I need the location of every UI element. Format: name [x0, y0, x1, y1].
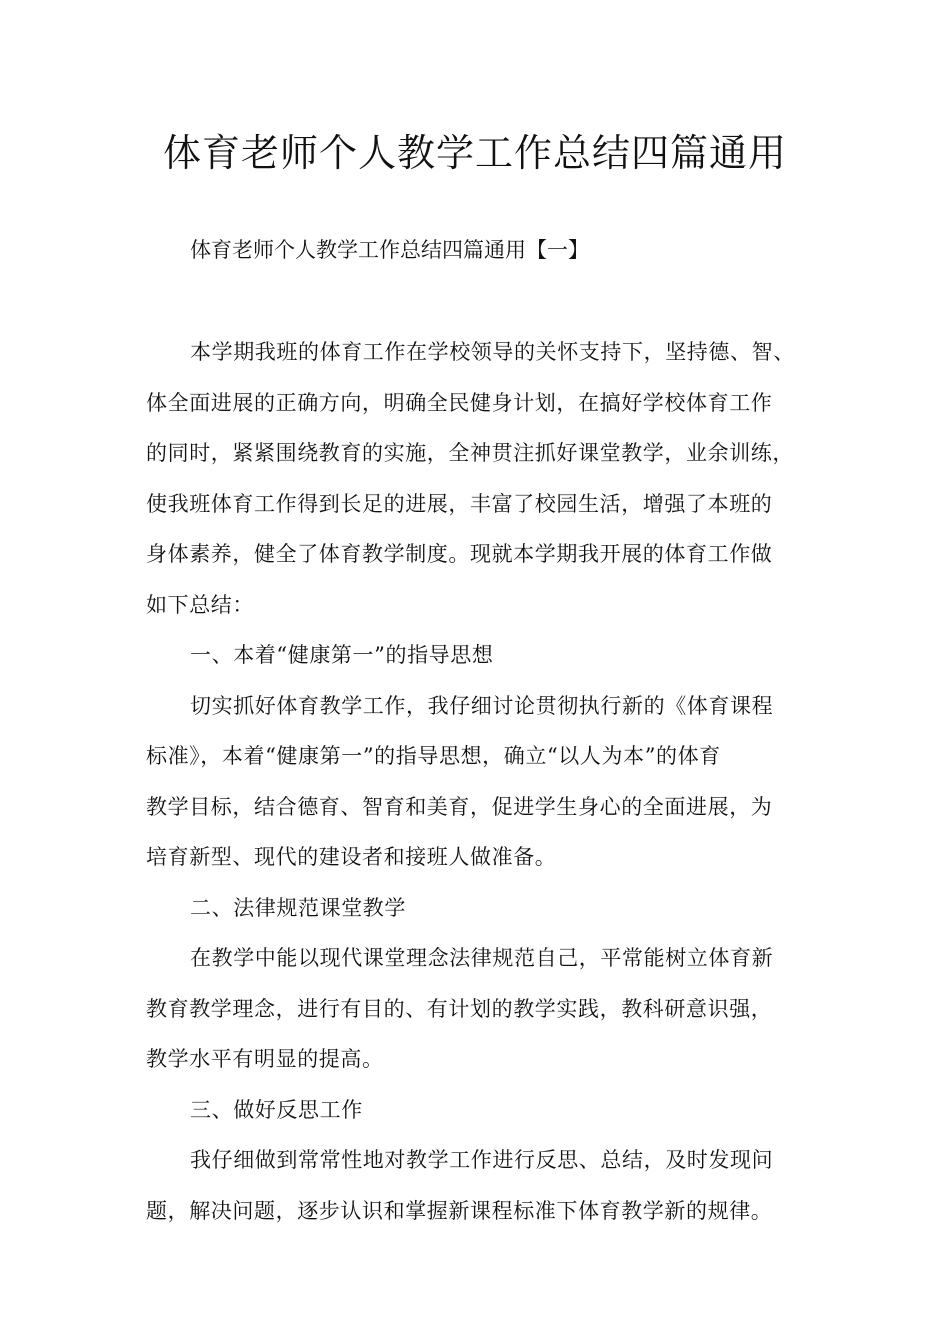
- paragraph-line: 如下总结：: [146, 592, 254, 617]
- paragraph-line: 二、法律规范课堂教学: [190, 895, 406, 920]
- paragraph-line: 教育教学理念，进行有目的、有计划的教学实践，教科研意识强，: [146, 996, 773, 1021]
- paragraph-line: 体全面进展的正确方向，明确全民健身计划，在搞好学校体育工作: [146, 390, 773, 415]
- paragraph-line: 在教学中能以现代课堂理念法律规范自己，平常能树立体育新: [190, 946, 774, 970]
- paragraph-line: 教学目标，结合德育、智育和美育，促进学生身心的全面进展，为: [146, 794, 773, 819]
- paragraph-line: 标准》，本着“健康第一”的指导思想，确立“以人为本”的体育: [146, 744, 721, 768]
- document-body: [146, 335, 826, 1244]
- document-title: 体育老师个人教学工作总结四篇通用: [162, 131, 787, 175]
- paragraph-line: 我仔细做到常常性地对教学工作进行反思、总结，及时发现问: [190, 1148, 774, 1172]
- paragraph-line: 身体素养，健全了体育教学制度。现就本学期我开展的体育工作做: [146, 542, 773, 566]
- section-heading: 体育老师个人教学工作总结四篇通用【一】: [190, 238, 589, 262]
- paragraph-line: 三、做好反思工作: [190, 1097, 363, 1122]
- paragraph-line: 切实抓好体育教学工作，我仔细讨论贯彻执行新的《体育课程: [190, 693, 774, 718]
- paragraph-line: 使我班体育工作得到长足的进展，丰富了校园生活，增强了本班的: [146, 491, 773, 516]
- paragraph-line: 教学水平有明显的提高。: [146, 1047, 384, 1071]
- paragraph-line: 一、本着“健康第一”的指导思想: [190, 643, 494, 667]
- paragraph-line: 本学期我班的体育工作在学校领导的关怀支持下，坚持德、智、: [190, 340, 795, 364]
- paragraph-line: 的同时，紧紧围绕教育的实施，全神贯注抓好课堂教学，业余训练，: [146, 441, 794, 465]
- paragraph-line: 题，解决问题，逐步认识和掌握新课程标准下体育教学新的规律。: [146, 1198, 773, 1223]
- paragraph-line: 培育新型、现代的建设者和接班人做准备。: [146, 845, 557, 869]
